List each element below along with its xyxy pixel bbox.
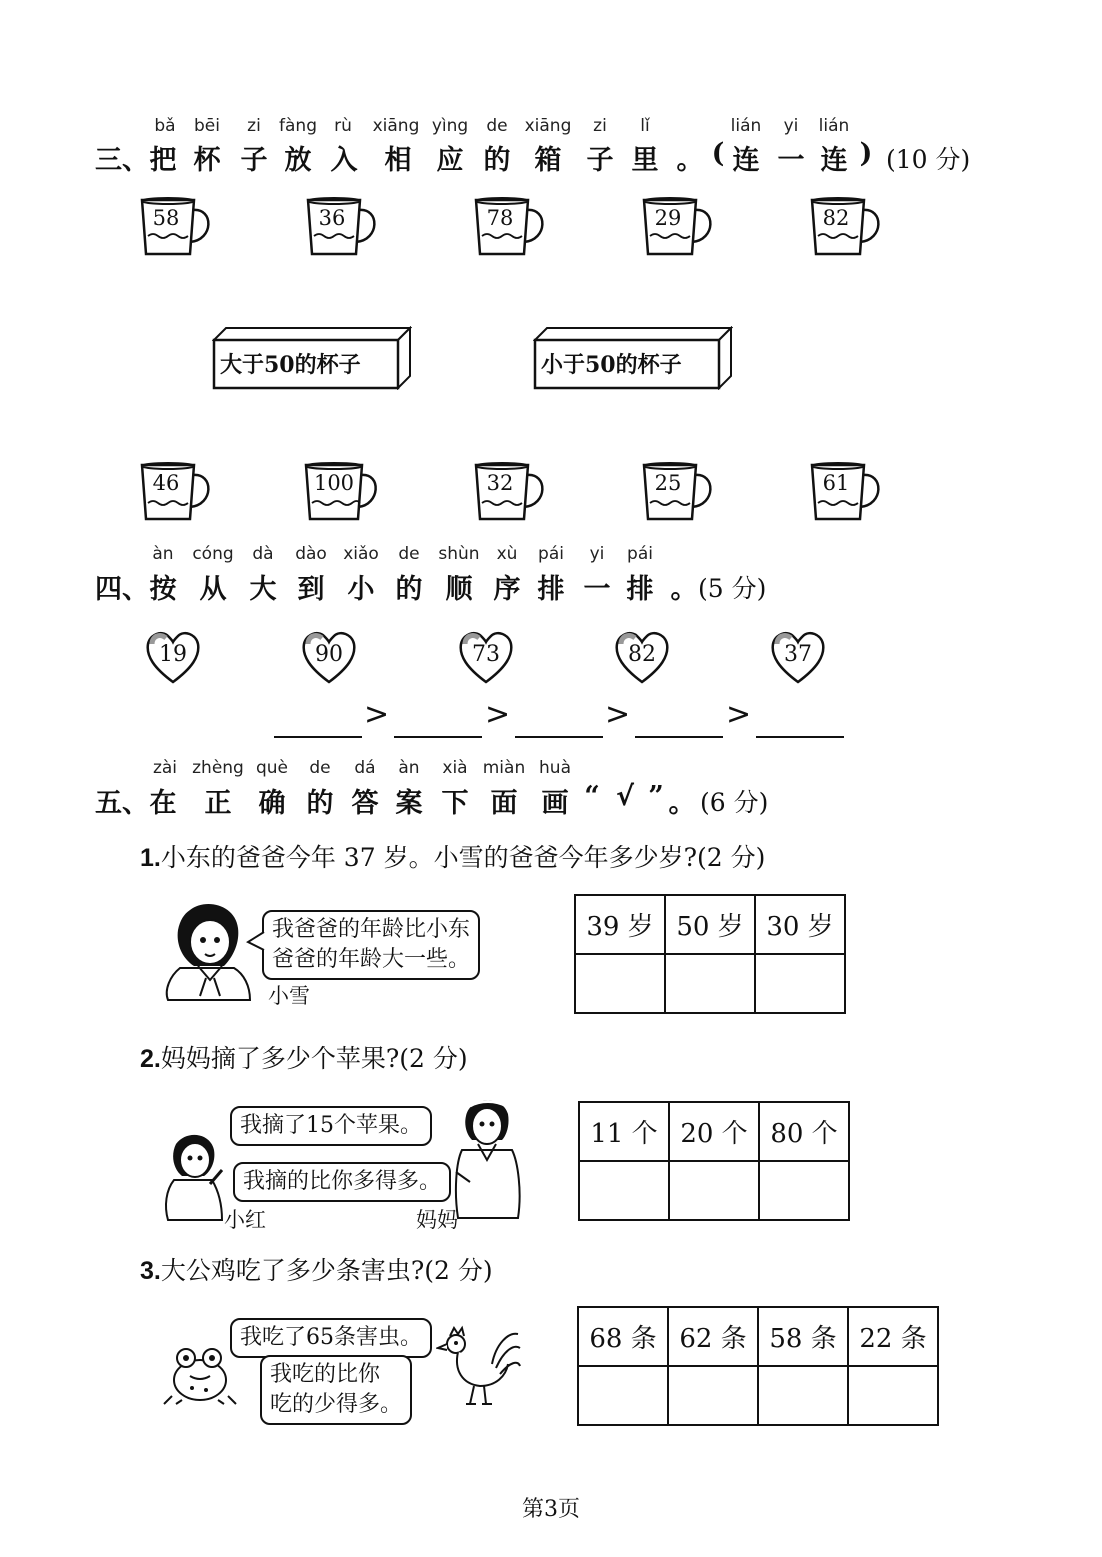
greater-than-sign: > <box>726 697 752 732</box>
option-cell: 20 个 <box>669 1102 759 1161</box>
cup-number: 100 <box>313 471 355 495</box>
section-number: 四、 <box>95 574 149 605</box>
option-cell: 50 岁 <box>665 895 755 954</box>
heading-char: 子 <box>586 145 614 176</box>
heart-card <box>457 628 515 684</box>
bubble-text: 我摘的比你多得多。 <box>243 1169 442 1194</box>
cup-number: 61 <box>822 471 850 495</box>
question-text: 大公鸡吃了多少条害虫?(2 分) <box>160 1256 493 1285</box>
character-name: 小雪 <box>268 984 310 1008</box>
pinyin: xiǎo <box>343 544 379 564</box>
pinyin: zi <box>593 116 607 136</box>
answer-blank[interactable] <box>394 736 482 738</box>
pinyin: yi <box>783 116 799 136</box>
pinyin: bǎ <box>154 116 176 136</box>
character-name: 小红 <box>224 1208 266 1232</box>
heading-char: 应 <box>436 145 464 176</box>
heading-char: 的 <box>306 788 334 819</box>
cup-number: 32 <box>486 471 514 495</box>
answer-blank[interactable] <box>635 736 723 738</box>
q3-answer-table <box>577 1306 939 1426</box>
heading-char: 子 <box>240 145 268 176</box>
pinyin: cóng <box>192 544 234 564</box>
rooster-illustration <box>436 1324 522 1410</box>
section-score: (10 分) <box>886 145 971 174</box>
heading-char: 按 <box>149 574 177 605</box>
answer-check-cell[interactable] <box>848 1366 938 1425</box>
cup-number: 82 <box>822 206 850 230</box>
frog-illustration <box>162 1342 238 1406</box>
answer-check-cell[interactable] <box>665 954 755 1013</box>
pinyin: lǐ <box>640 116 650 136</box>
pinyin: de <box>309 758 331 778</box>
speech-bubble <box>260 1355 412 1425</box>
greater-than-sign: > <box>605 697 631 732</box>
heading-char: 下 <box>441 788 469 819</box>
heading-char: 箱 <box>534 145 562 176</box>
option-cell: 62 条 <box>668 1307 758 1366</box>
cup-top[interactable] <box>304 196 384 260</box>
speech-bubble <box>233 1162 451 1202</box>
heading-char: 在 <box>149 788 177 819</box>
box-label: 小于50的杯子 <box>541 352 682 378</box>
heading-char: 。 <box>668 788 696 819</box>
heading-char: 连 <box>820 145 848 176</box>
bubble-tail <box>246 930 266 952</box>
answer-blank[interactable] <box>515 736 603 738</box>
pinyin: pái <box>627 544 653 564</box>
heading-char: 一 <box>583 574 611 605</box>
answer-check-cell[interactable] <box>758 1366 848 1425</box>
pinyin: huà <box>539 758 571 778</box>
heading-char: 的 <box>483 145 511 176</box>
heading-char: 。 <box>676 145 704 176</box>
pinyin: pái <box>538 544 564 564</box>
answer-check-cell[interactable] <box>668 1366 758 1425</box>
heading-char: 排 <box>537 574 565 605</box>
heading-char: 大 <box>249 574 277 605</box>
heading-char: ( <box>711 138 725 169</box>
heading-char: 的 <box>395 574 423 605</box>
speech-bubble <box>262 910 480 980</box>
bubble-text: 爸爸的年龄大一些。 <box>272 947 471 972</box>
heart-card <box>769 628 827 684</box>
girl-xiaoxue-illustration <box>160 900 255 1006</box>
speech-bubble <box>230 1318 432 1358</box>
cup-number: 25 <box>654 471 682 495</box>
pinyin: zhèng <box>192 758 244 778</box>
heart-number: 37 <box>784 642 812 667</box>
option-cell: 68 条 <box>578 1307 668 1366</box>
question-text: 小东的爸爸今年 37 岁。小雪的爸爸今年多少岁?(2 分) <box>160 843 766 872</box>
heart-number: 73 <box>472 642 500 667</box>
pinyin: de <box>398 544 420 564</box>
mom-illustration <box>452 1092 524 1222</box>
pinyin: què <box>255 758 289 778</box>
question-text: 妈妈摘了多少个苹果?(2 分) <box>160 1044 468 1073</box>
pinyin: zi <box>247 116 261 136</box>
cup-top[interactable] <box>640 196 720 260</box>
heading-char: 里 <box>631 145 659 176</box>
greater-than-sign: > <box>485 697 511 732</box>
answer-check-cell[interactable] <box>755 954 845 1013</box>
cup-number: 78 <box>486 206 514 230</box>
pinyin: xiāng <box>372 116 420 136</box>
option-cell: 58 条 <box>758 1307 848 1366</box>
pinyin: àn <box>152 544 174 564</box>
pinyin: xù <box>496 544 518 564</box>
cup-top[interactable] <box>472 196 552 260</box>
section-number: 五、 <box>95 788 149 819</box>
question-3 <box>140 1251 493 1287</box>
heading-char: 杯 <box>193 145 221 176</box>
heading-char: 答 <box>351 788 379 819</box>
pinyin: miàn <box>482 758 526 778</box>
heading-char: 顺 <box>445 574 473 605</box>
heart-number: 90 <box>315 642 343 667</box>
cup-number: 58 <box>152 206 180 230</box>
option-cell: 22 条 <box>848 1307 938 1366</box>
heading-char: 入 <box>330 145 358 176</box>
pinyin: dào <box>295 544 327 564</box>
answer-blank[interactable] <box>756 736 844 738</box>
cup-bottom[interactable] <box>472 461 552 525</box>
heading-char: 相 <box>384 145 412 176</box>
heart-number: 19 <box>159 642 187 667</box>
page-number: 第3页 <box>522 1497 580 1522</box>
q2-answer-table <box>578 1101 850 1221</box>
heart-card <box>300 628 358 684</box>
cup-top[interactable] <box>138 196 218 260</box>
question-number: 1. <box>140 844 161 872</box>
pinyin: xiāng <box>524 116 572 136</box>
heading-char: 序 <box>493 574 521 605</box>
pinyin: yi <box>589 544 605 564</box>
cup-number: 36 <box>318 206 346 230</box>
pinyin: rù <box>334 116 352 136</box>
bubble-text: 我爸爸的年龄比小东 <box>272 917 471 942</box>
pinyin: yìng <box>431 116 469 136</box>
heading-char: 。 <box>670 574 698 605</box>
cup-number: 29 <box>654 206 682 230</box>
box-less-than-50[interactable] <box>533 326 733 390</box>
character-name: 妈妈 <box>416 1208 458 1232</box>
cup-bottom[interactable] <box>302 461 382 525</box>
heading-char: 确 <box>258 788 286 819</box>
bubble-text: 我吃的比你 <box>270 1362 381 1387</box>
answer-check-cell[interactable] <box>579 1161 669 1220</box>
girl-xiaohong-illustration <box>160 1130 230 1226</box>
pinyin: bēi <box>194 116 220 136</box>
pinyin: xià <box>442 758 468 778</box>
pinyin: fàng <box>279 116 317 136</box>
question-2 <box>140 1039 468 1075</box>
pinyin: zài <box>152 758 178 778</box>
heading-char: “ <box>584 781 600 812</box>
bubble-text: 吃的少得多。 <box>270 1392 403 1417</box>
bubble-text: 我吃了65条害虫。 <box>240 1325 422 1350</box>
q1-answer-table <box>574 894 846 1014</box>
pinyin: shùn <box>438 544 480 564</box>
pinyin: lián <box>818 116 850 136</box>
heading-char: 连 <box>732 145 760 176</box>
check-mark-char: √ <box>615 781 634 812</box>
heading-char: 一 <box>777 145 805 176</box>
section-score: (6 分) <box>700 788 769 817</box>
pinyin: de <box>486 116 508 136</box>
answer-check-cell[interactable] <box>669 1161 759 1220</box>
option-cell: 80 个 <box>759 1102 849 1161</box>
pinyin: dà <box>252 544 274 564</box>
cup-bottom[interactable] <box>138 461 218 525</box>
speech-bubble <box>230 1106 432 1146</box>
option-cell: 39 岁 <box>575 895 665 954</box>
answer-check-cell[interactable] <box>759 1161 849 1220</box>
heading-char: 正 <box>204 788 232 819</box>
question-1 <box>140 838 765 874</box>
heading-char: 从 <box>199 574 227 605</box>
heading-char: 到 <box>297 574 325 605</box>
option-cell: 11 个 <box>579 1102 669 1161</box>
greater-than-sign: > <box>364 697 390 732</box>
question-number: 3. <box>140 1257 161 1285</box>
answer-check-cell[interactable] <box>575 954 665 1013</box>
heading-char: ) <box>859 138 873 169</box>
pinyin: àn <box>398 758 420 778</box>
section-score: (5 分) <box>698 574 767 603</box>
heading-char: 案 <box>395 788 423 819</box>
heart-number: 82 <box>628 642 656 667</box>
bubble-text: 我摘了15个苹果。 <box>240 1113 422 1138</box>
heading-char: 放 <box>284 145 312 176</box>
heart-card <box>144 628 202 684</box>
answer-check-cell[interactable] <box>578 1366 668 1425</box>
box-label: 大于50的杯子 <box>220 352 361 378</box>
heading-char: ” <box>648 781 664 812</box>
pinyin: dá <box>354 758 376 778</box>
box-greater-than-50[interactable] <box>212 326 412 390</box>
question-number: 2. <box>140 1045 161 1073</box>
cup-top[interactable] <box>808 196 888 260</box>
section-number: 三、 <box>95 145 149 176</box>
heart-card <box>613 628 671 684</box>
heading-char: 画 <box>541 788 569 819</box>
answer-blank[interactable] <box>274 736 362 738</box>
heading-char: 排 <box>626 574 654 605</box>
heading-char: 面 <box>490 788 518 819</box>
cup-bottom[interactable] <box>808 461 888 525</box>
heading-char: 把 <box>149 145 177 176</box>
cup-bottom[interactable] <box>640 461 720 525</box>
cup-number: 46 <box>152 471 180 495</box>
pinyin: lián <box>730 116 762 136</box>
heading-char: 小 <box>347 574 375 605</box>
option-cell: 30 岁 <box>755 895 845 954</box>
